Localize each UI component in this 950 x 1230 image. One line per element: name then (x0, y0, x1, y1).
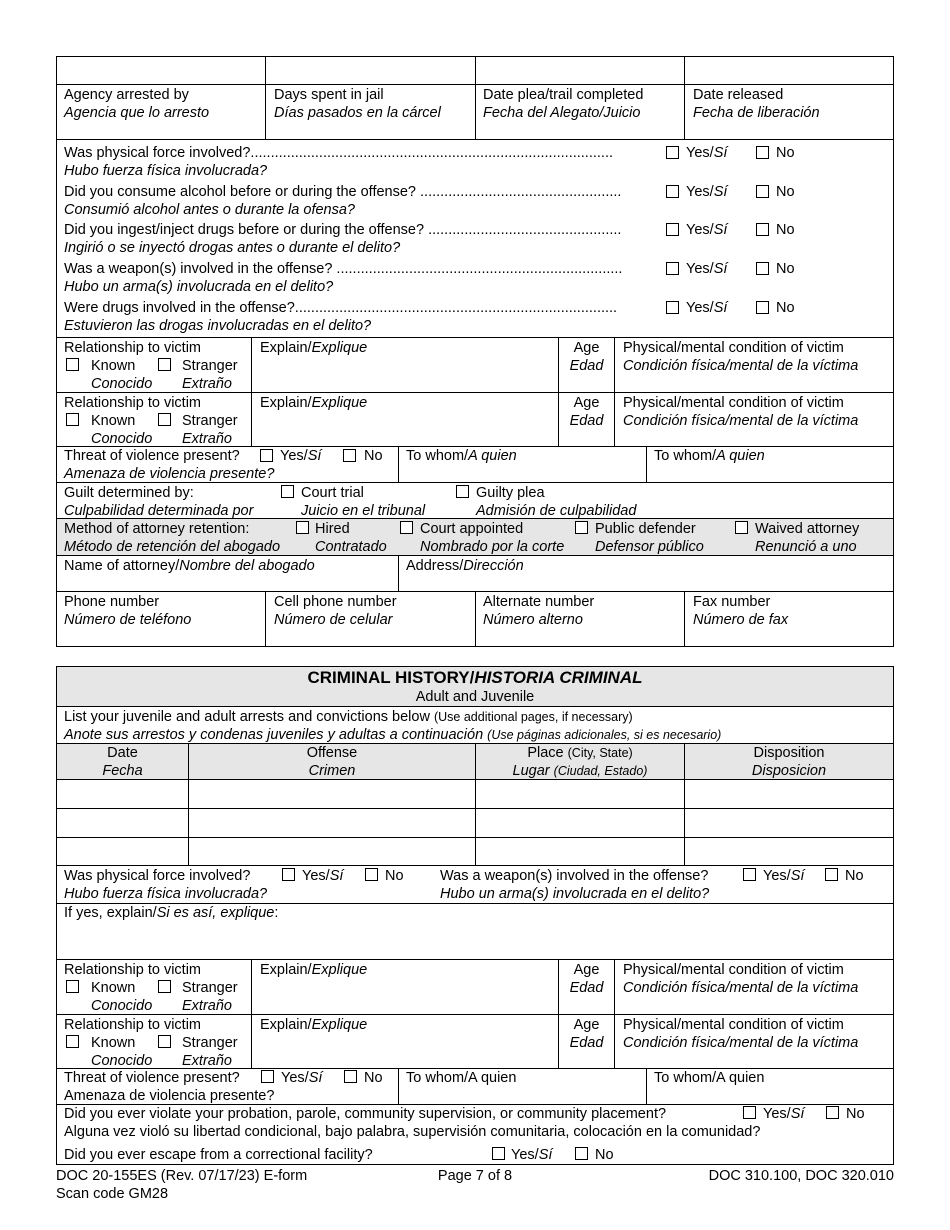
history-force-no-checkbox[interactable] (365, 868, 378, 881)
col-disposition: Disposition (753, 745, 825, 761)
question-4-yes-checkbox[interactable] (666, 262, 679, 275)
history-victim-age-label-es: Edad (569, 1035, 604, 1051)
footer-page-number: Page 7 of 8 (437, 1168, 513, 1184)
history-victim-stranger-label: Stranger (182, 1035, 238, 1051)
violate-question: Did you ever violate your probation, parole, community supervision, or community placement? (64, 1106, 667, 1122)
released-label: Date released (693, 87, 784, 103)
history-victim-stranger-checkbox[interactable] (158, 1035, 171, 1048)
question-4: Was a weapon(s) involved in the offense? ....................................................................... (64, 261, 623, 277)
history-victim-relationship-label: Relationship to victim (64, 1017, 201, 1033)
victim-known-label: Known (91, 358, 136, 374)
court-appointed-checkbox[interactable] (400, 521, 413, 534)
history-victim-known-label-es: Conocido (91, 1053, 153, 1069)
question-4-es: Hubo un arma(s) involucrada en el delito? (64, 279, 334, 295)
guilty-plea-label: Guilty plea (476, 485, 545, 501)
violate-no-checkbox[interactable] (826, 1106, 839, 1119)
victim-relationship-label: Relationship to victim (64, 395, 201, 411)
question-3: Did you ingest/inject drugs before or during the offense? ................................................ (64, 222, 622, 238)
history-force-yes-checkbox[interactable] (282, 868, 295, 881)
history-force-label-es: Hubo fuerza física involucrada? (64, 886, 268, 902)
history-force-label: Was physical force involved? (64, 868, 251, 884)
threat-yes-checkbox[interactable] (260, 449, 273, 462)
history-victim-age-label: Age (573, 1017, 600, 1033)
col-offense-es: Crimen (308, 763, 356, 779)
court-trial-label: Court trial (301, 485, 364, 501)
victim-known-label: Known (91, 413, 136, 429)
victim-age-label-es: Edad (569, 413, 604, 429)
escape-yes-label: Yes/Sí (511, 1147, 553, 1163)
history-victim-age-label-es: Edad (569, 980, 604, 996)
history-victim-explain-label: Explain/Explique (260, 1017, 368, 1033)
history-victim-relationship-label: Relationship to victim (64, 962, 201, 978)
escape-no-checkbox[interactable] (575, 1147, 588, 1160)
question-1: Was physical force involved?.......................................................................................... (64, 145, 614, 161)
history-victim-age-label: Age (573, 962, 600, 978)
victim-relationship-label: Relationship to victim (64, 340, 201, 356)
question-3-no-checkbox[interactable] (756, 223, 769, 236)
history-weapon-label-es: Hubo un arma(s) involucrada en el delito? (440, 886, 710, 902)
history-force-yes-label: Yes/Sí (302, 868, 344, 884)
history-victim-known-checkbox[interactable] (66, 1035, 79, 1048)
footer-form-number: DOC 20-155ES (Rev. 07/17/23) E-form (56, 1168, 308, 1184)
escape-no-label: No (595, 1147, 614, 1163)
question-1-no-checkbox[interactable] (756, 146, 769, 159)
question-3-es: Ingirió o se inyectó drogas antes o durante el delito? (64, 240, 401, 256)
victim-known-label-es: Conocido (91, 376, 153, 392)
victim-condition-label-es: Condición física/mental de la víctima (623, 358, 859, 374)
hired-label: Hired (315, 521, 350, 537)
victim-stranger-checkbox[interactable] (158, 358, 171, 371)
alt-label-es: Número alterno (483, 612, 583, 628)
court-trial-label-es: Juicio en el tribunal (301, 503, 426, 519)
agency-label-es: Agencia que lo arresto (64, 105, 210, 121)
guilty-plea-checkbox[interactable] (456, 485, 469, 498)
history-victim-stranger-label: Stranger (182, 980, 238, 996)
history-victim-explain-label: Explain/Explique (260, 962, 368, 978)
violate-yes-label: Yes/Sí (763, 1106, 805, 1122)
phone-label: Phone number (64, 594, 160, 610)
victim-stranger-label: Stranger (182, 413, 238, 429)
public-defender-checkbox[interactable] (575, 521, 588, 534)
history-victim-stranger-label-es: Extraño (182, 1053, 232, 1069)
waived-attorney-label-es: Renunció a uno (755, 539, 857, 555)
to-whom-1: To whom/A quien (406, 448, 517, 464)
history-victim-known-label: Known (91, 1035, 136, 1051)
days-label: Days spent in jail (274, 87, 384, 103)
threat-label-es: Amenaza de violencia presente? (64, 466, 275, 482)
cell-label-es: Número de celular (274, 612, 393, 628)
plea-label-es: Fecha del Alegato/Juicio (483, 105, 641, 121)
footer-scan-code: Scan code GM28 (56, 1186, 169, 1202)
victim-known-checkbox[interactable] (66, 413, 79, 426)
history-to-whom-1: To whom/A quien (406, 1070, 517, 1086)
question-1-no-label: No (776, 145, 795, 161)
fax-label: Fax number (693, 594, 771, 610)
waived-attorney-checkbox[interactable] (735, 521, 748, 534)
history-weapon-no-label: No (845, 868, 864, 884)
history-list-instructions: List your juvenile and adult arrests and convictions below (Use additional pages, if necessary) (64, 709, 633, 725)
victim-stranger-label: Stranger (182, 358, 238, 374)
history-weapon-no-checkbox[interactable] (825, 868, 838, 881)
court-trial-checkbox[interactable] (281, 485, 294, 498)
public-defender-label-es: Defensor público (595, 539, 704, 555)
question-2-es: Consumió alcohol antes o durante la ofensa? (64, 202, 355, 218)
court-appointed-label: Court appointed (420, 521, 524, 537)
victim-stranger-label-es: Extraño (182, 431, 232, 447)
history-weapon-label: Was a weapon(s) involved in the offense? (440, 868, 709, 884)
threat-no-checkbox[interactable] (343, 449, 356, 462)
agency-label: Agency arrested by (64, 87, 189, 103)
victim-known-label-es: Conocido (91, 431, 153, 447)
victim-condition-label: Physical/mental condition of victim (623, 340, 844, 356)
history-victim-known-label-es: Conocido (91, 998, 153, 1014)
public-defender-label: Public defender (595, 521, 696, 537)
escape-question: Did you ever escape from a correctional facility? (64, 1147, 373, 1163)
history-threat-no-checkbox[interactable] (344, 1070, 357, 1083)
to-whom-2: To whom/A quien (654, 448, 765, 464)
phone-label-es: Número de teléfono (64, 612, 192, 628)
attorney-method-label-es: Método de retención del abogado (64, 539, 281, 555)
criminal-history-title: CRIMINAL HISTORY/HISTORIA CRIMINAL (307, 668, 643, 687)
history-force-no-label: No (385, 868, 404, 884)
guilt-label-es: Culpabilidad determinada por (64, 503, 254, 519)
question-1-yes-label: Yes/Sí (686, 145, 728, 161)
question-5-es: Estuvieron las drogas involucradas en el delito? (64, 318, 372, 334)
question-4-yes-label: Yes/Sí (686, 261, 728, 277)
col-offense: Offense (306, 745, 358, 761)
history-threat-no-label: No (364, 1070, 383, 1086)
alt-label: Alternate number (483, 594, 595, 610)
col-date-es: Fecha (102, 763, 143, 779)
victim-known-checkbox[interactable] (66, 358, 79, 371)
question-3-yes-label: Yes/Sí (686, 222, 728, 238)
col-date: Date (107, 745, 138, 761)
victim-condition-label: Physical/mental condition of victim (623, 395, 844, 411)
attorney-name-label: Name of attorney/Nombre del abogado (64, 558, 315, 574)
criminal-history-subtitle: Adult and Juvenile (415, 689, 535, 705)
cell-label: Cell phone number (274, 594, 397, 610)
question-2-yes-label: Yes/Sí (686, 184, 728, 200)
threat-no-label: No (364, 448, 383, 464)
col-place: Place (City, State) (527, 745, 633, 761)
victim-age-label-es: Edad (569, 358, 604, 374)
violate-no-label: No (846, 1106, 865, 1122)
col-disposition-es: Disposicion (751, 763, 827, 779)
footer-reference: DOC 310.100, DOC 320.010 (708, 1168, 894, 1184)
hired-label-es: Contratado (315, 539, 387, 555)
released-label-es: Fecha de liberación (693, 105, 820, 121)
threat-yes-label: Yes/Sí (280, 448, 322, 464)
question-2-yes-checkbox[interactable] (666, 185, 679, 198)
guilty-plea-label-es: Admisión de culpabilidad (476, 503, 637, 519)
history-weapon-yes-label: Yes/Sí (763, 868, 805, 884)
question-3-no-label: No (776, 222, 795, 238)
court-appointed-label-es: Nombrado por la corte (420, 539, 565, 555)
history-threat-yes-checkbox[interactable] (261, 1070, 274, 1083)
history-victim-condition-label: Physical/mental condition of victim (623, 962, 844, 978)
victim-age-label: Age (573, 395, 600, 411)
history-victim-condition-label-es: Condición física/mental de la víctima (623, 980, 859, 996)
col-place-es: Lugar (Ciudad, Estado) (512, 763, 648, 779)
history-victim-known-checkbox[interactable] (66, 980, 79, 993)
question-5-no-checkbox[interactable] (756, 301, 769, 314)
history-threat-label: Threat of violence present? (64, 1070, 240, 1086)
threat-label: Threat of violence present? (64, 448, 240, 464)
hired-checkbox[interactable] (296, 521, 309, 534)
fax-label-es: Número de fax (693, 612, 789, 628)
question-4-no-checkbox[interactable] (756, 262, 769, 275)
history-victim-condition-label: Physical/mental condition of victim (623, 1017, 844, 1033)
days-label-es: Días pasados en la cárcel (274, 105, 441, 121)
question-3-yes-checkbox[interactable] (666, 223, 679, 236)
history-weapon-yes-checkbox[interactable] (743, 868, 756, 881)
history-threat-yes-label: Yes/Sí (281, 1070, 323, 1086)
violate-yes-checkbox[interactable] (743, 1106, 756, 1119)
attorney-method-label: Method of attorney retention: (64, 521, 250, 537)
question-2: Did you consume alcohol before or during the offense? .................................................. (64, 184, 622, 200)
question-4-no-label: No (776, 261, 795, 277)
guilt-label: Guilt determined by: (64, 485, 194, 501)
history-if-yes-label: If yes, explain/Si es así, explique: (64, 905, 279, 921)
history-victim-known-label: Known (91, 980, 136, 996)
victim-stranger-label-es: Extraño (182, 376, 232, 392)
history-victim-condition-label-es: Condición física/mental de la víctima (623, 1035, 859, 1051)
history-threat-label-es: Amenaza de violencia presente? (64, 1088, 275, 1104)
history-list-instructions-es: Anote sus arrestos y condenas juveniles y adultas a continuación (Use páginas adicionales, si es necesario) (64, 727, 722, 743)
question-5-yes-label: Yes/Sí (686, 300, 728, 316)
question-2-no-checkbox[interactable] (756, 185, 769, 198)
attorney-address-label: Address/Dirección (406, 558, 524, 574)
violate-question-es: Alguna vez violó su libertad condicional, bajo palabra, supervisión comunitaria, colocación en la comunidad? (64, 1124, 761, 1140)
history-to-whom-2: To whom/A quien (654, 1070, 765, 1086)
question-1-yes-checkbox[interactable] (666, 146, 679, 159)
question-5: Were drugs involved in the offense?................................................................................ (64, 300, 618, 316)
victim-explain-label: Explain/Explique (260, 340, 368, 356)
escape-yes-checkbox[interactable] (492, 1147, 505, 1160)
question-1-es: Hubo fuerza física involucrada? (64, 163, 268, 179)
victim-age-label: Age (573, 340, 600, 356)
plea-label: Date plea/trail completed (483, 87, 644, 103)
history-victim-stranger-label-es: Extraño (182, 998, 232, 1014)
question-2-no-label: No (776, 184, 795, 200)
victim-explain-label: Explain/Explique (260, 395, 368, 411)
question-5-yes-checkbox[interactable] (666, 301, 679, 314)
victim-stranger-checkbox[interactable] (158, 413, 171, 426)
waived-attorney-label: Waived attorney (755, 521, 860, 537)
question-5-no-label: No (776, 300, 795, 316)
victim-condition-label-es: Condición física/mental de la víctima (623, 413, 859, 429)
history-victim-stranger-checkbox[interactable] (158, 980, 171, 993)
